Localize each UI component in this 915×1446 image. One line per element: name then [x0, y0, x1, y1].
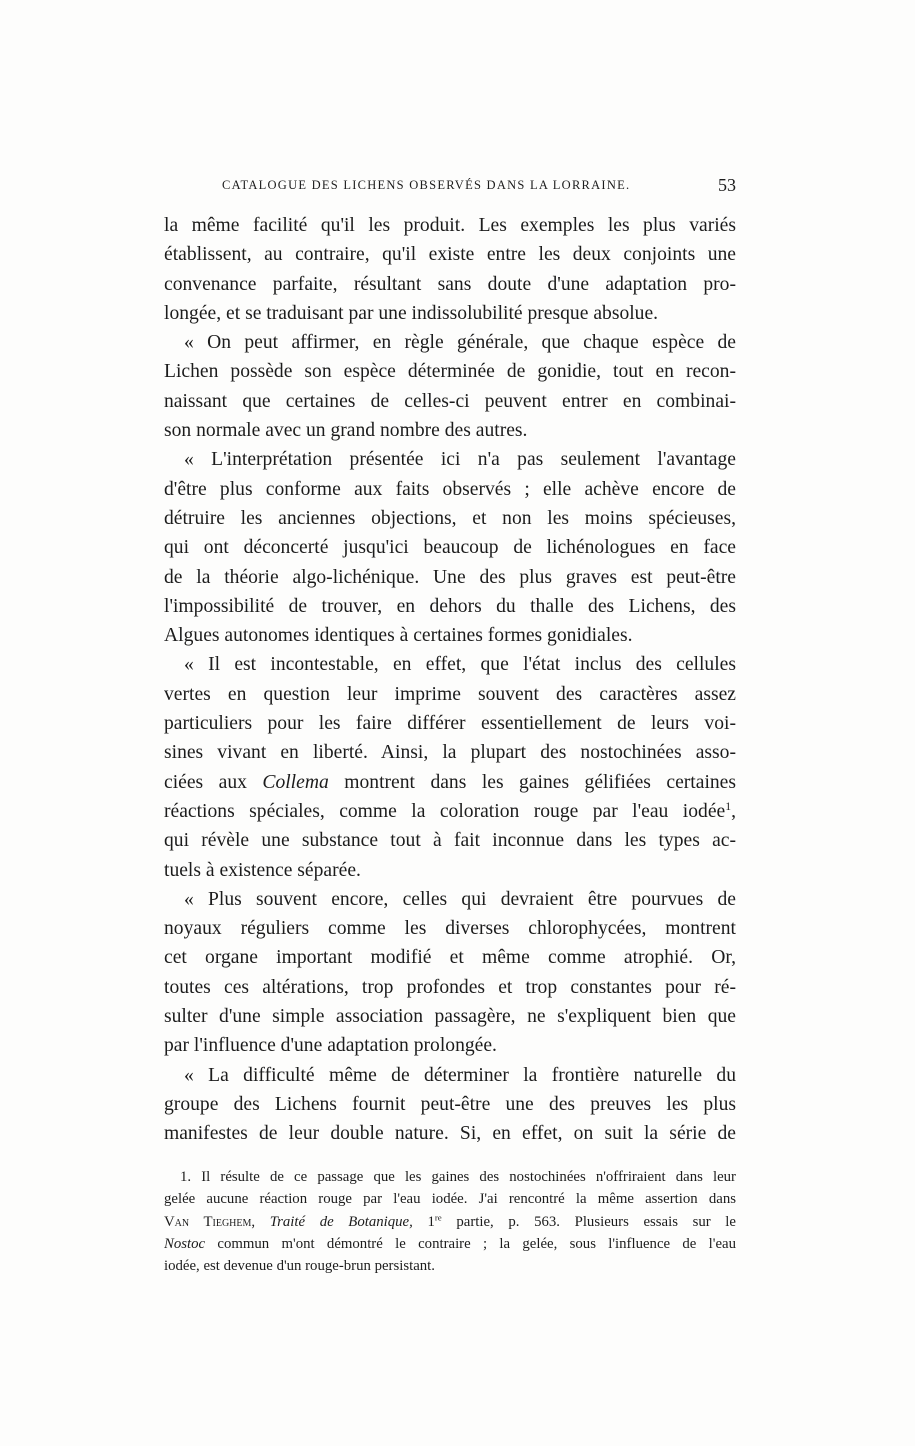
footnote-line [164, 1166, 736, 1188]
footnote-line [164, 1233, 736, 1255]
footnote [164, 1166, 736, 1277]
text-fragment: commun m'ont démontré le contraire ; la gelée, sous l'influence de l'eau [205, 1235, 736, 1252]
page-number: 53 [718, 175, 736, 195]
text-fragment: Il résulte de ce passage que les gaines des nostochinées n'offriraient dans leur [191, 1169, 736, 1185]
text-line: groupe des Lichens fournit peut-être une des preuves les plus [164, 1093, 736, 1115]
text-line: établissent, au contraire, qu'il existe entre les deux conjoints une [164, 244, 736, 266]
paragraph-start-line: « L'interprétation présentée ici n'a pas seulement l'avantage [184, 449, 736, 471]
text-line: particuliers pour les faire différer essentiellement de leurs voi- [164, 713, 736, 735]
genus-name: Collema [262, 771, 329, 793]
text-fragment: , [731, 800, 736, 822]
ordinal-superscript: re [434, 1212, 442, 1223]
text-line-footnote-ref [164, 797, 736, 826]
text-line: toutes ces altérations, trop profondes et trop constantes pour ré- [164, 976, 736, 998]
text-fragment: réactions spéciales, comme la coloration rouge par l'eau iodée [164, 800, 726, 822]
book-title: Traité de Botanique, [269, 1213, 413, 1230]
text-line: manifestes de leur double nature. Si, en effet, on suit la série de [164, 1123, 736, 1145]
text-line: qui ont déconcerté jusqu'ici beaucoup de lichénologues en face [164, 537, 736, 559]
text-line: d'être plus conforme aux faits observés ; elle achève encore de [164, 478, 736, 500]
text-line: vertes en question leur imprime souvent des caractères assez [164, 683, 736, 705]
text-line: sulter d'une simple association passagère, ne s'expliquent bien que [164, 1006, 736, 1028]
footnote-line: iodée, est devenue d'un rouge-brun persistant. [164, 1258, 435, 1275]
text-line: noyaux réguliers comme les diverses chlorophycées, montrent [164, 918, 736, 940]
text-fragment: partie, p. 563. Plusieurs essais sur le [441, 1213, 736, 1230]
text-line: Lichen possède son espèce déterminée de gonidie, tout en recon- [164, 361, 736, 383]
body-text [164, 211, 736, 1149]
text-line: longée, et se traduisant par une indissolubilité presque absolue. [164, 302, 659, 324]
footnote-line: gelée aucune réaction rouge par l'eau iodée. J'ai rencontré la même assertion dans [164, 1191, 736, 1208]
footnote-reference: 1 [725, 799, 732, 813]
footnote-marker: 1. [180, 1169, 192, 1185]
text-fragment: , [251, 1213, 270, 1230]
page-header [222, 175, 736, 200]
text-line: par l'influence d'une adaptation prolongée. [164, 1035, 497, 1057]
text-line: l'impossibilité de trouver, en dehors du thalle des Lichens, des [164, 595, 736, 617]
text-line: tuels à existence séparée. [164, 859, 361, 881]
text-line: détruire les anciennes objections, et non les moins spécieuses, [164, 507, 736, 529]
paragraph-start-line: « Il est incontestable, en effet, que l'état inclus des cellules [184, 654, 736, 676]
text-line: la même facilité qu'il les produit. Les exemples les plus variés [164, 215, 736, 236]
text-line: sines vivant en liberté. Ainsi, la plupart des nostochinées asso- [164, 742, 736, 764]
genus-name: Nostoc [164, 1235, 206, 1252]
text-fragment: 1 [412, 1213, 435, 1230]
text-line-collema [164, 768, 736, 797]
text-fragment: montrent dans les gaines gélifiées certaines [328, 771, 736, 793]
text-line: cet organe important modifié et même comme atrophié. Or, [164, 947, 736, 969]
paragraph-start-line: « Plus souvent encore, celles qui devraient être pourvues de [184, 888, 736, 910]
text-fragment: ciées aux [164, 771, 263, 793]
text-line: naissant que certaines de celles-ci peuvent entrer en combinai- [164, 390, 736, 412]
footnote-line [164, 1211, 736, 1233]
text-line: convenance parfaite, résultant sans doute d'une adaptation pro- [164, 273, 736, 295]
paragraph-start-line: « On peut affirmer, en règle générale, que chaque espèce de [184, 332, 736, 354]
text-line: son normale avec un grand nombre des autres. [164, 420, 528, 442]
text-line: qui révèle une substance tout à fait inconnue dans les types ac- [164, 830, 736, 852]
author-name: Van Tieghem [164, 1213, 252, 1230]
text-line: de la théorie algo-lichénique. Une des plus graves est peut-être [164, 566, 736, 588]
running-title: CATALOGUE DES LICHENS OBSERVÉS DANS LA LORRAINE. [222, 178, 631, 192]
paragraph-start-line: « La difficulté même de déterminer la frontière naturelle du [184, 1064, 736, 1086]
text-line: Algues autonomes identiques à certaines formes gonidiales. [164, 625, 633, 647]
